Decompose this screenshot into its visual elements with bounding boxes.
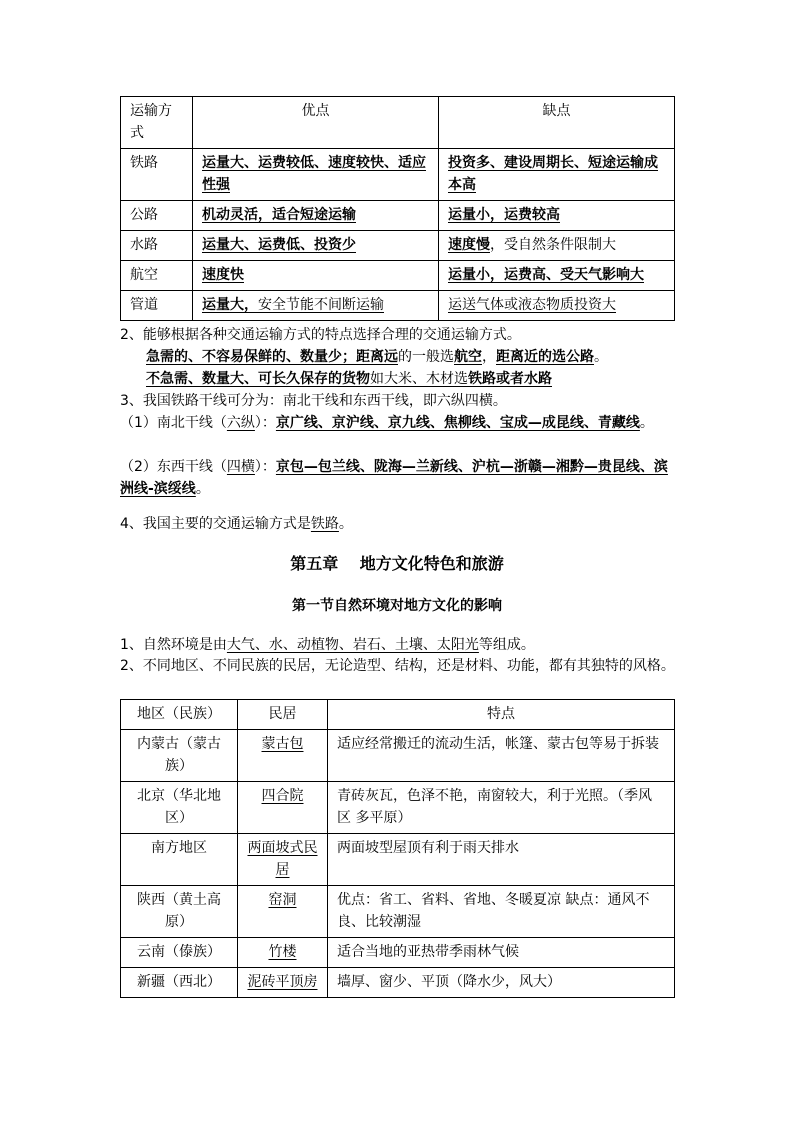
header-cell: 缺点 (439, 97, 675, 149)
emph: 铁路或者水路 (468, 371, 552, 387)
paragraph-3b (120, 456, 676, 500)
header-cell: 运输方式 (121, 97, 193, 149)
mode-cell: 铁路 (121, 149, 193, 201)
feature-cell: 优点：省工、省料、省地、冬暖夏凉 缺点：通风不良、比较潮湿 (328, 886, 675, 938)
house-text: 窑洞 (268, 892, 297, 908)
header-cell: 特点 (328, 700, 675, 730)
cons-cell (439, 261, 675, 291)
text: ）： (254, 415, 276, 431)
pros-cell (193, 291, 439, 321)
pros-rest: 安全节能不间断运输 (258, 297, 384, 313)
mode-cell: 管道 (121, 291, 193, 321)
house-cell (238, 730, 328, 782)
cons-cell (439, 231, 675, 261)
emph: 距离近的选公路 (496, 349, 594, 365)
emph: 大气、水、动植物、岩石、土壤、太阳光 (226, 637, 479, 653)
table-row (121, 291, 675, 321)
emph: 六纵 (226, 415, 255, 431)
region-cell: 云南（傣族） (121, 938, 238, 968)
text: 等组成。 (478, 637, 535, 653)
table-row (121, 201, 675, 231)
region-cell: 新疆（西北） (121, 968, 238, 998)
house-cell (238, 782, 328, 834)
table-row (121, 834, 675, 886)
table-row (121, 938, 675, 968)
paragraph-3a (120, 412, 676, 434)
pros-text: 速度快 (202, 267, 244, 283)
cons-cell (439, 201, 675, 231)
section-title: 第一节自然环境对地方文化的影响 (292, 598, 502, 614)
pros-strong: 运量大， (202, 297, 258, 313)
text: 1、自然环境是由 (120, 637, 227, 653)
text: ， (482, 349, 496, 365)
table-header-row (121, 97, 675, 149)
pros-cell (193, 261, 439, 291)
table-row (121, 149, 675, 201)
feature-cell: 青砖灰瓦，色泽不艳，南窗较大，利于光照。（季风区 多平原） (328, 782, 675, 834)
culture-paragraph-2: 2、不同地区、不同民族的民居，无论造型、结构，还是材料、功能，都有其独特的风格。 (120, 658, 675, 674)
feature-cell: 墙厚、窗少、平顶（降水少，风大） (328, 968, 675, 998)
text: 如大米、木材选 (370, 371, 468, 387)
paragraph-2: 2、能够根据各种交通运输方式的特点选择合理的交通运输方式。 (120, 327, 521, 343)
cons-text: 运送气体或液态物质投资大 (448, 297, 616, 313)
house-cell (238, 834, 328, 886)
mode-cell: 航空 (121, 261, 193, 291)
feature-cell: 两面坡型屋顶有利于雨天排水 (328, 834, 675, 886)
house-text: 泥砖平顶房 (247, 974, 318, 990)
table-row (121, 782, 675, 834)
mode-cell: 水路 (121, 231, 193, 261)
house-text: 四合院 (261, 788, 304, 804)
pros-cell (193, 201, 439, 231)
table-row (121, 231, 675, 261)
pros-text: 运量大、运费较低、速度较快、适应性强 (202, 155, 426, 193)
text: （2）东西干线（ (120, 459, 227, 475)
house-text: 蒙古包 (261, 736, 304, 752)
table-row (121, 968, 675, 998)
chapter-title: 第五章 地方文化特色和旅游 (290, 554, 504, 573)
text: （1）南北干线（ (120, 415, 227, 431)
paragraph-2b (120, 368, 676, 390)
cons-cell (439, 149, 675, 201)
emph: 京包—包兰线、陇海—兰新线、沪杭—浙赣—湘黔—贵昆线、滨洲线-滨绥线 (120, 459, 668, 497)
emph: 不急需、数量大、可长久保存的货物 (146, 371, 370, 387)
text: 。 (639, 415, 654, 431)
pros-cell (193, 149, 439, 201)
emph: 航空 (454, 349, 482, 365)
emph: 四横 (226, 459, 255, 475)
feature-cell: 适应经常搬迁的流动生活，帐篷、蒙古包等易于拆装 (328, 730, 675, 782)
pros-cell (193, 231, 439, 261)
pros-text: 运量大、运费低、投资少 (202, 237, 356, 253)
header-cell: 民居 (238, 700, 328, 730)
transport-comparison-table (120, 96, 675, 321)
region-cell: 内蒙古（蒙古族） (121, 730, 238, 782)
house-text: 竹楼 (268, 944, 297, 960)
cons-strong: 速度慢 (448, 237, 490, 253)
house-text: 两面坡式民居 (247, 840, 318, 878)
feature-cell: 适合当地的亚热带季雨林气候 (328, 938, 675, 968)
text: ）： (254, 459, 276, 475)
table-row (121, 261, 675, 291)
dwelling-table (120, 699, 675, 998)
emph: 京广线、京沪线、京九线、焦柳线、宝成—成昆线、青藏线 (275, 415, 640, 431)
text: 。 (338, 516, 353, 532)
pros-text: 机动灵活，适合短途运输 (202, 207, 356, 223)
house-cell (238, 886, 328, 938)
cons-text: 运量小，运费较高 (448, 207, 560, 223)
cons-text: 投资多、建设周期长、短途运输成本高 (448, 155, 658, 193)
table-header-row (121, 700, 675, 730)
table-row (121, 730, 675, 782)
cons-rest: ，受自然条件限制大 (490, 237, 616, 253)
paragraph-4 (120, 513, 676, 535)
region-cell: 北京（华北地区） (121, 782, 238, 834)
culture-paragraph-1 (120, 634, 676, 656)
text: 。 (594, 349, 608, 365)
header-cell: 地区（民族） (121, 700, 238, 730)
header-cell: 优点 (193, 97, 439, 149)
house-cell (238, 968, 328, 998)
text: 4、我国主要的交通运输方式是 (120, 516, 311, 532)
paragraph-2a (120, 346, 676, 368)
emph: 急需的、不容易保鲜的、数量少； (146, 349, 356, 365)
cons-text: 运量小，运费高、受天气影响大 (448, 267, 644, 283)
mode-cell: 公路 (121, 201, 193, 231)
emph: 距离远 (356, 349, 398, 365)
region-cell: 陕西（黄土高原） (121, 886, 238, 938)
text: 。 (195, 481, 210, 497)
table-row (121, 886, 675, 938)
region-cell: 南方地区 (121, 834, 238, 886)
cons-cell (439, 291, 675, 321)
paragraph-3: 3、我国铁路干线可分为：南北干线和东西干线，即六纵四横。 (120, 393, 507, 409)
house-cell (238, 938, 328, 968)
text: 的一般选 (398, 349, 454, 365)
emph: 铁路 (310, 516, 339, 532)
